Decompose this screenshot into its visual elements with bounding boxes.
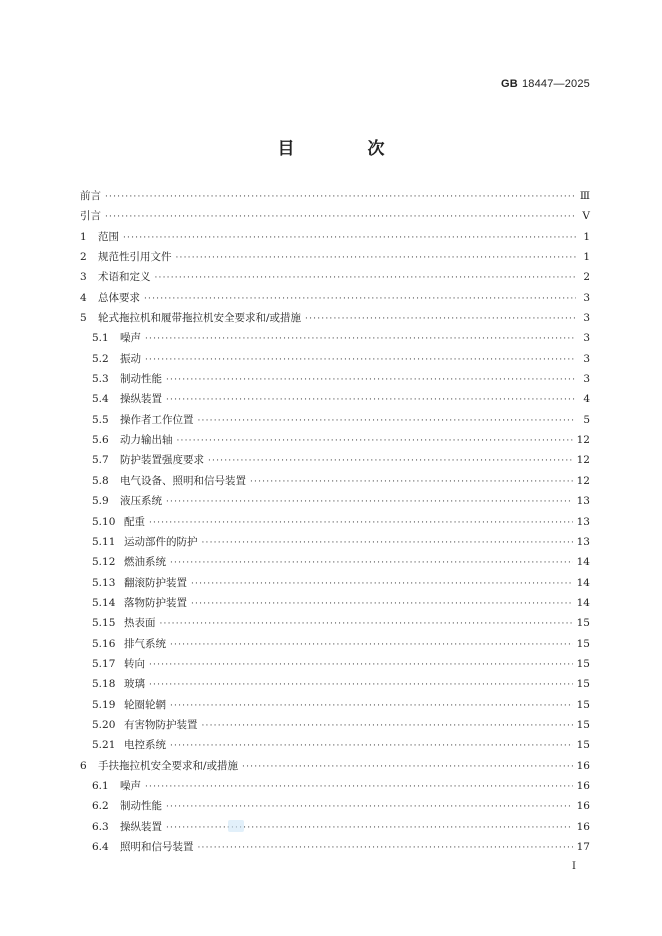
toc-entry[interactable] [80, 737, 590, 757]
toc-leader-dots [145, 355, 576, 365]
toc-entry-page: 15 [576, 739, 590, 752]
toc-entry[interactable] [80, 697, 590, 717]
toc-entry[interactable] [80, 310, 590, 330]
toc-leader-dots [176, 253, 577, 263]
toc-entry-page: 2 [583, 271, 590, 284]
toc-entry[interactable] [80, 371, 590, 391]
toc-entry-number: 5.16 [92, 637, 116, 650]
toc-entry[interactable] [80, 554, 590, 574]
toc-entry-page: 1 [583, 251, 590, 264]
toc-entry-label: 玻璃 [124, 678, 145, 691]
toc-entry-label: 制动性能 [120, 800, 162, 813]
toc-entry-label: 有害物防护装置 [124, 718, 198, 731]
toc-entry-label: 热表面 [124, 617, 156, 630]
toc-entry-number: 5.12 [92, 556, 116, 569]
toc-entry-label: 总体要求 [98, 291, 140, 304]
toc-entry-page: 15 [576, 698, 590, 711]
toc-entry-number: 5.2 [92, 352, 109, 365]
toc-entry-label: 制动性能 [120, 373, 162, 386]
toc-entry-label: 操纵装置 [120, 393, 162, 406]
toc-entry[interactable] [80, 269, 590, 289]
toc-entry-number: 6.3 [92, 820, 109, 833]
toc-entry[interactable] [80, 208, 590, 228]
toc-entry-page: 3 [583, 291, 590, 304]
toc-entry[interactable] [80, 798, 590, 818]
toc-leader-dots [105, 212, 576, 222]
toc-entry-label: 落物防护装置 [124, 596, 187, 609]
toc-entry-page: 4 [583, 393, 590, 406]
standard-number: 18447—2025 [521, 78, 590, 90]
toc-entry[interactable] [80, 758, 590, 778]
toc-leader-dots [145, 782, 573, 792]
toc-entry-page: 3 [583, 312, 590, 325]
toc-leader-dots [191, 579, 573, 589]
toc-entry-page: 13 [576, 535, 590, 548]
toc-entry-label: 规范性引用文件 [98, 251, 172, 264]
toc-entry-number: 3 [80, 271, 87, 284]
toc-entry[interactable] [80, 473, 590, 493]
toc-entry-label: 配重 [124, 515, 145, 528]
toc-entry[interactable] [80, 636, 590, 656]
toc-entry-number: 5.17 [92, 657, 116, 670]
toc-entry[interactable] [80, 249, 590, 269]
toc-entry-label: 动力输出轴 [120, 434, 173, 447]
toc-entry-page: 12 [576, 474, 590, 487]
standard-prefix: GB [501, 78, 518, 90]
toc-entry-page: 14 [576, 576, 590, 589]
toc-entry-label: 轮式拖拉机和履带拖拉机安全要求和/或措施 [98, 312, 302, 325]
watermark-mark [228, 820, 244, 832]
toc-entry-number: 5 [80, 312, 87, 325]
toc-entry-number: 5.14 [92, 596, 116, 609]
toc-leader-dots [208, 456, 573, 466]
toc-entry-page: 3 [583, 352, 590, 365]
toc-entry[interactable] [80, 717, 590, 737]
toc-leader-dots [105, 192, 576, 202]
toc-entry-label: 电控系统 [124, 739, 166, 752]
toc-entry-number: 5.1 [92, 332, 109, 345]
toc-entry-number: 5.6 [92, 434, 109, 447]
toc-entry-page: 16 [576, 779, 590, 792]
toc-entry-number: 5.19 [92, 698, 116, 711]
toc-leader-dots [202, 721, 573, 731]
toc-leader-dots [170, 640, 573, 650]
toc-entry-label: 防护装置强度要求 [120, 454, 204, 467]
toc-entry[interactable] [80, 188, 590, 208]
toc-entry-number: 5.3 [92, 373, 109, 386]
toc-entry-number: 6.1 [92, 779, 109, 792]
toc-entry[interactable] [80, 290, 590, 310]
toc-entry-page: 3 [583, 373, 590, 386]
toc-entry-label: 振动 [120, 352, 141, 365]
toc-entry-number: 5.11 [92, 535, 116, 548]
toc-entry[interactable] [80, 615, 590, 635]
toc-entry-page: 16 [576, 820, 590, 833]
toc-entry-label: 噪声 [120, 332, 141, 345]
toc-entry[interactable] [80, 229, 590, 249]
toc-entry[interactable] [80, 575, 590, 595]
toc-entry-number: 1 [80, 230, 87, 243]
toc-leader-dots [166, 395, 576, 405]
toc-leader-dots [160, 619, 573, 629]
toc-entry-number: 5.5 [92, 413, 109, 426]
toc-leader-dots [149, 680, 573, 690]
toc-entry-label: 引言 [80, 210, 101, 223]
toc-entry-label: 噪声 [120, 779, 141, 792]
toc-entry-label: 排气系统 [124, 637, 166, 650]
toc-entry-page: 16 [576, 800, 590, 813]
toc-entry-page: 16 [576, 759, 590, 772]
toc-entry-page: 12 [576, 454, 590, 467]
footer-page-number: Ⅰ [572, 861, 576, 872]
toc-entry-page: 15 [576, 657, 590, 670]
toc-entry-label: 液压系统 [120, 495, 162, 508]
toc-leader-dots [166, 823, 573, 833]
toc-entry-number: 5.15 [92, 617, 116, 630]
toc-entry[interactable] [80, 514, 590, 534]
toc-entry-page: 15 [576, 678, 590, 691]
toc-entry-label: 翻滚防护装置 [124, 576, 187, 589]
toc-leader-dots [242, 762, 573, 772]
toc-entry-label: 前言 [80, 190, 101, 202]
toc-entry-page: 5 [583, 413, 590, 426]
toc-entry-page: 3 [583, 332, 590, 345]
toc-entry-page: 14 [576, 596, 590, 609]
toc-entry[interactable] [80, 676, 590, 696]
toc-leader-dots [170, 701, 573, 711]
toc-entry[interactable] [80, 595, 590, 615]
toc-leader-dots [123, 233, 576, 243]
toc-entry[interactable] [80, 819, 590, 839]
toc-entry[interactable] [80, 351, 590, 371]
toc-entry-number: 2 [80, 251, 87, 264]
toc-entry-page: 15 [576, 617, 590, 630]
toc-leader-dots [198, 416, 577, 426]
toc-entry-page: 13 [576, 495, 590, 508]
toc-entry-page: 12 [576, 434, 590, 447]
toc-entry-number: 5.18 [92, 678, 116, 691]
toc-leader-dots [144, 294, 576, 304]
toc-entry-number: 4 [80, 291, 87, 304]
toc-entry[interactable] [80, 493, 590, 513]
toc-entry-page: 15 [576, 718, 590, 731]
toc-entry-label: 手扶拖拉机安全要求和/或措施 [98, 759, 239, 772]
toc-entry-number: 6.4 [92, 841, 109, 853]
page-title: 目 次 [277, 139, 413, 159]
standard-code [501, 78, 590, 90]
toc-entry[interactable] [80, 534, 590, 554]
toc-leader-dots [170, 558, 573, 568]
toc-entry-label: 轮圈轮辋 [124, 698, 166, 711]
toc-leader-dots [250, 477, 573, 487]
table-of-contents [80, 188, 590, 859]
toc-leader-dots [149, 518, 573, 528]
toc-leader-dots [166, 497, 573, 507]
toc-entry-number: 5.7 [92, 454, 109, 467]
toc-entry-number: 5.20 [92, 718, 116, 731]
toc-entry-page: Ⅴ [582, 210, 590, 223]
toc-entry-label: 操作者工作位置 [120, 413, 194, 426]
toc-entry[interactable] [80, 432, 590, 452]
toc-entry-page: 1 [583, 230, 590, 243]
toc-leader-dots [177, 436, 573, 446]
toc-leader-dots [166, 375, 576, 385]
toc-entry-label: 术语和定义 [98, 271, 151, 284]
toc-entry-page: 17 [576, 841, 590, 853]
toc-entry-number: 5.9 [92, 495, 109, 508]
toc-entry[interactable] [80, 330, 590, 350]
toc-leader-dots [166, 802, 573, 812]
toc-entry-page: 13 [576, 515, 590, 528]
toc-leader-dots [155, 273, 577, 283]
toc-leader-dots [305, 314, 576, 324]
toc-entry-number: 5.21 [92, 739, 116, 752]
toc-entry-number: 5.4 [92, 393, 109, 406]
toc-entry-page: 14 [576, 556, 590, 569]
toc-entry-number: 5.8 [92, 474, 109, 487]
toc-entry-number: 6 [80, 759, 87, 772]
toc-entry-label: 照明和信号装置 [120, 841, 194, 853]
toc-leader-dots [198, 843, 573, 853]
toc-entry-number: 6.2 [92, 800, 109, 813]
toc-entry[interactable] [80, 452, 590, 472]
toc-entry[interactable] [80, 656, 590, 676]
toc-entry-label: 电气设备、照明和信号装置 [120, 474, 246, 487]
toc-entry-page: Ⅲ [579, 190, 590, 202]
toc-entry-number: 5.10 [92, 515, 116, 528]
toc-entry[interactable] [80, 391, 590, 411]
toc-entry-label: 转向 [124, 657, 145, 670]
toc-entry-label: 范围 [98, 230, 119, 243]
toc-entry-label: 运动部件的防护 [124, 535, 198, 548]
toc-entry[interactable] [80, 412, 590, 432]
toc-entry-label: 操纵装置 [120, 820, 162, 833]
toc-leader-dots [202, 538, 573, 548]
toc-entry[interactable] [80, 778, 590, 798]
toc-entry[interactable] [80, 839, 590, 859]
toc-entry-label: 燃油系统 [124, 556, 166, 569]
toc-leader-dots [191, 599, 573, 609]
toc-entry-page: 15 [576, 637, 590, 650]
toc-leader-dots [145, 334, 576, 344]
toc-leader-dots [149, 660, 573, 670]
toc-entry-number: 5.13 [92, 576, 116, 589]
toc-leader-dots [170, 741, 573, 751]
